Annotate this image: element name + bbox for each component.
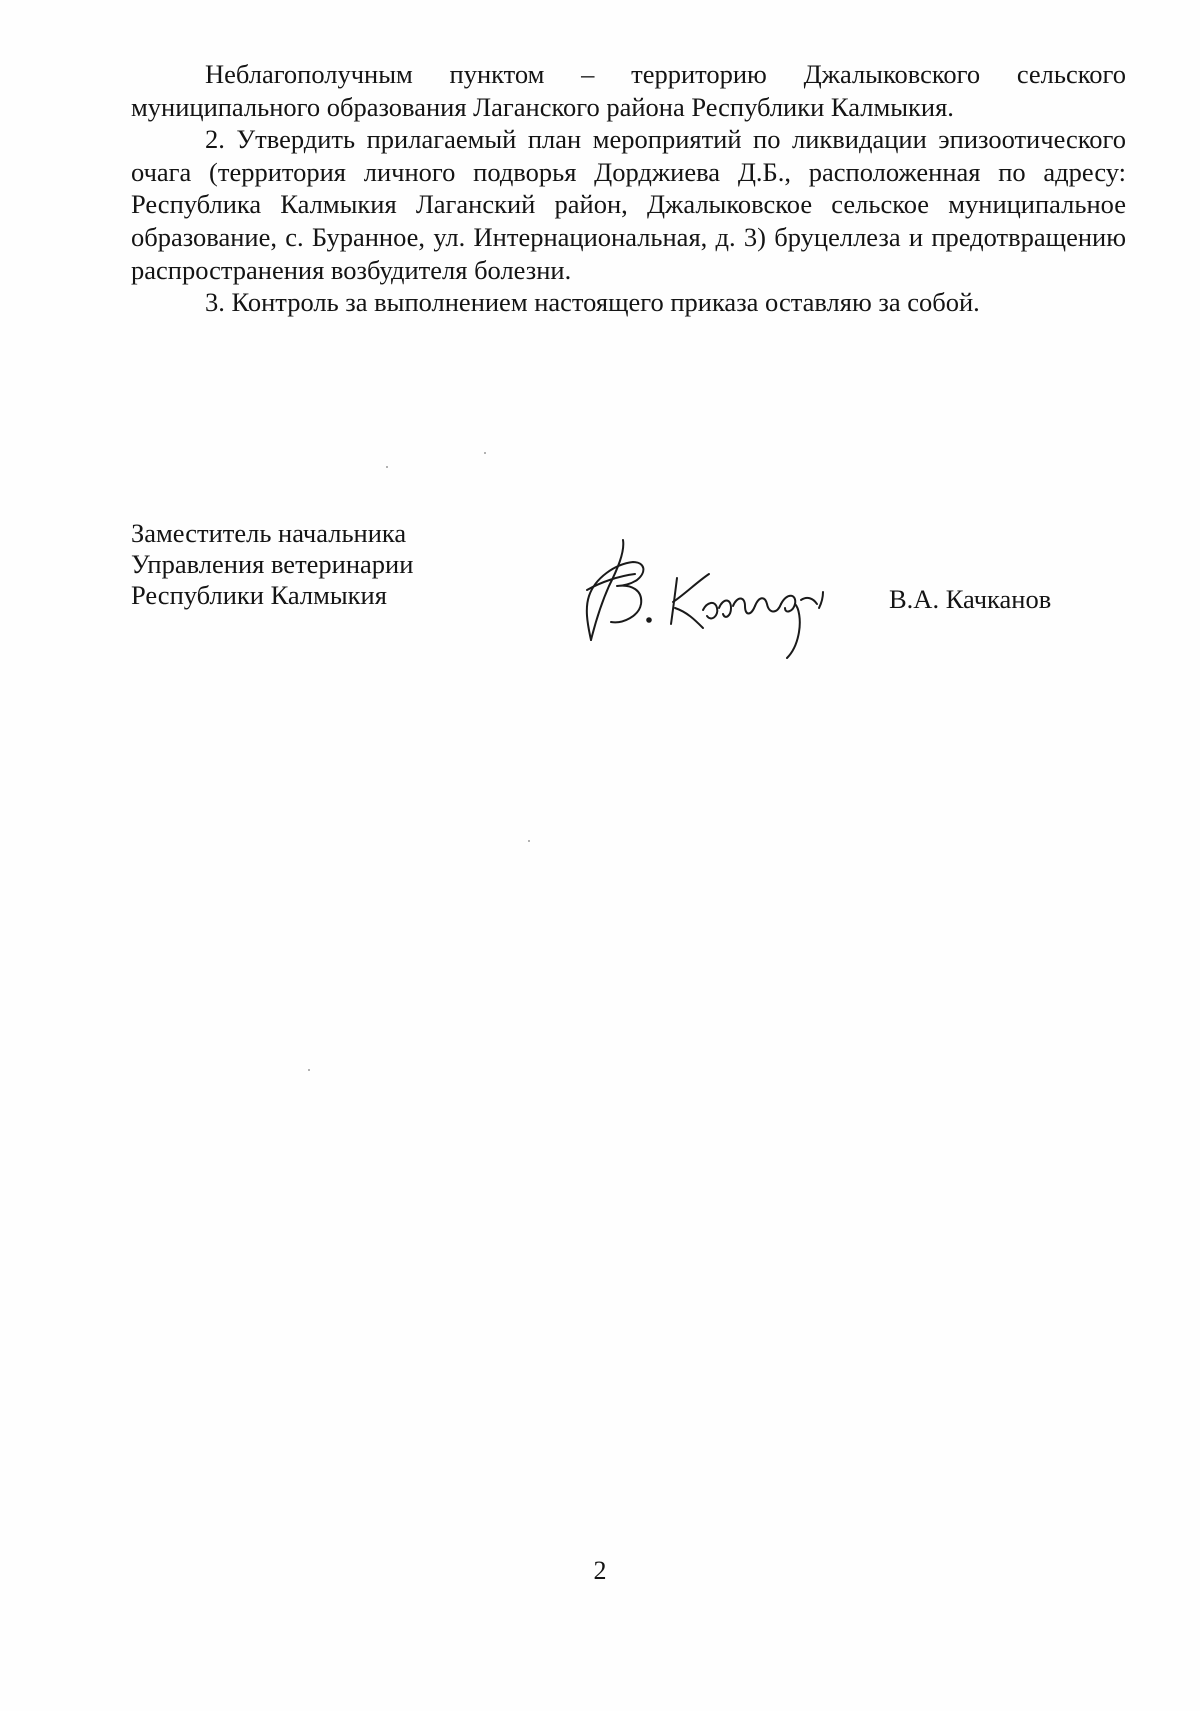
scan-speck (386, 466, 388, 468)
paragraph-unfavorable-point: Неблагополучным пунктом – территорию Джалыковского сельского муниципального образования Лаганского района Республики Калмыкия. (131, 59, 1126, 122)
page-number: 2 (593, 1556, 607, 1585)
signature-block (131, 518, 1126, 668)
signer-name: В.А. Качканов (889, 584, 1052, 614)
position-line: Заместитель начальника (131, 518, 407, 548)
position-line: Управления ветеринарии (131, 549, 414, 579)
order-body (131, 58, 1126, 319)
scan-speck (528, 840, 530, 842)
paragraph-control: 3. Контроль за выполнением настоящего приказа оставляю за собой. (205, 287, 980, 318)
scan-speck (308, 1069, 310, 1071)
position-line: Республики Калмыкия (131, 580, 387, 610)
signatory-position (131, 518, 413, 611)
paragraph-approve-plan: 2. Утвердить прилагаемый план мероприятий по ликвидации эпизоотического очага (территория личного подворья Дорджиева Д.Б., расположенная по адресу: Республика Калмыкия Лаганский район, Джалыковское сельское муниципальное образование, с. Буранное, ул. Интернациональная, д. 3) бруцеллеза и предотвращению распространения возбудителя болезни. (131, 124, 1126, 285)
scan-speck (484, 452, 486, 454)
